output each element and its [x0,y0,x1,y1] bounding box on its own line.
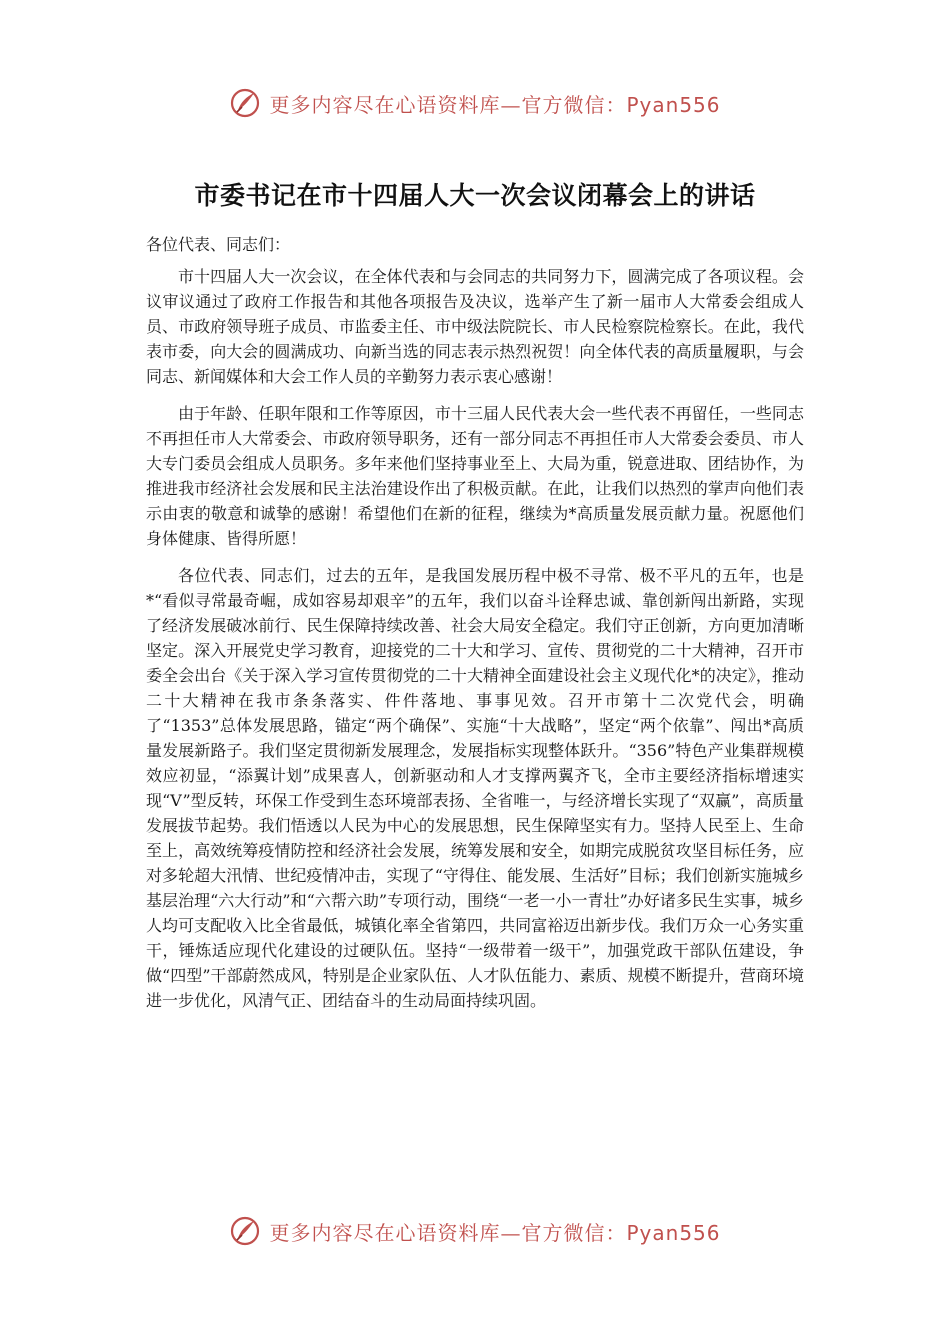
watermark-text [269,89,720,118]
watermark-official-text: 官方微信： [521,92,627,117]
paragraph-1: 市十四届人大一次会议，在全体代表和与会同志的共同努力下，圆满完成了各项议程。会议审议通过了政府工作报告和其他各项报告及决议，选举产生了新一届市人大常委会组成人员、市政府领导班子成员、市监委主任、市中级法院院长、市人民检察院检察长。在此，我代表市委，向大会的圆满成功、向新当选的同志表示热烈祝贺！向全体代表的高质量履职，与会同志、新闻媒体和大会工作人员的辛勤努力表示衷心感谢！ [146,267,804,386]
watermark-wechat-id: Pyan556 [626,1220,721,1245]
paragraph-2: 由于年龄、任职年限和工作等原因，市十三届人民代表大会一些代表不再留任，一些同志不再担任市人大常委会、市政府领导职务，还有一部分同志不再担任市人大常委会委员、市人大专门委员会组成人员职务。多年来他们坚持事业至上、大局为重，锐意进取、团结协作，为推进我市经济社会发展和民主法治建设作出了积极贡献。在此，让我们以热烈的掌声向他们表示由衷的敬意和诚挚的感谢！希望他们在新的征程，继续为*高质量发展贡献力量。祝愿他们身体健康、皆得所愿！ [146,404,804,548]
watermark-separator: — [500,1220,522,1245]
header-watermark-banner [0,83,950,123]
footer-watermark-banner [0,1211,950,1251]
watermark-wechat-id: Pyan556 [626,92,721,117]
document-body [146,264,804,1025]
quill-logo-icon [229,1215,261,1247]
salutation: 各位代表、同志们： [146,235,291,254]
watermark-official-text: 官方微信： [521,1220,627,1245]
quill-logo-icon [229,87,261,119]
watermark-main-text: 更多内容尽在心语资料库 [269,92,501,117]
watermark-main-text: 更多内容尽在心语资料库 [269,1220,501,1245]
paragraph-3: 各位代表、同志们，过去的五年，是我国发展历程中极不寻常、极不平凡的五年，也是*“看似寻常最奇崛，成如容易却艰辛”的五年，我们以奋斗诠释忠诚、靠创新闯出新路，实现了经济发展破冰前行、民生保障持续改善、社会大局安全稳定。我们守正创新，方向更加清晰坚定。深入开展党史学习教育，迎接党的二十大和学习、宣传、贯彻党的二十大精神，召开市委全会出台《关于深入学习宣传贯彻党的二十大精神全面建设社会主义现代化*的决定》，推动二十大精神在我市条条落实、件件落地、事事见效。召开市第十二次党代会，明确了“1353”总体发展思路，锚定“两个确保”、实施“十大战略”，坚定“两个依靠”、闯出*高质量发展新路子。我们坚定贯彻新发展理念，发展指标实现整体跃升。“356”特色产业集群规模效应初显，“添翼计划”成果喜人，创新驱动和人才支撑两翼齐飞，全市主要经济指标增速实现“V”型反转，环保工作受到生态环境部表扬、全省唯一，与经济增长实现了“双赢”，高质量发展拔节起势。我们悟透以人民为中心的发展思想，民生保障坚实有力。坚持人民至上、生命至上，高效统筹疫情防控和经济社会发展，统筹发展和安全，如期完成脱贫攻坚目标任务，应对多轮超大汛情、世纪疫情冲击，实现了“守得住、能发展、生活好”目标；我们创新实施城乡基层治理“六大行动”和“六帮六助”专项行动，围绕“一老一小一青壮”办好诸多民生实事，城乡人均可支配收入比全省最低，城镇化率全省第四，共同富裕迈出新步伐。我们万众一心务实重干，锤炼适应现代化建设的过硬队伍。坚持“一级带着一级干”，加强党政干部队伍建设，争做“四型”干部蔚然成风，特别是企业家队伍、人才队伍能力、素质、规模不断提升，营商环境进一步优化，风清气正、团结奋斗的生动局面持续巩固。 [146,566,804,1010]
watermark-separator: — [500,92,522,117]
document-title: 市委书记在市十四届人大一次会议闭幕会上的讲话 [194,181,756,210]
watermark-text [269,1217,720,1246]
